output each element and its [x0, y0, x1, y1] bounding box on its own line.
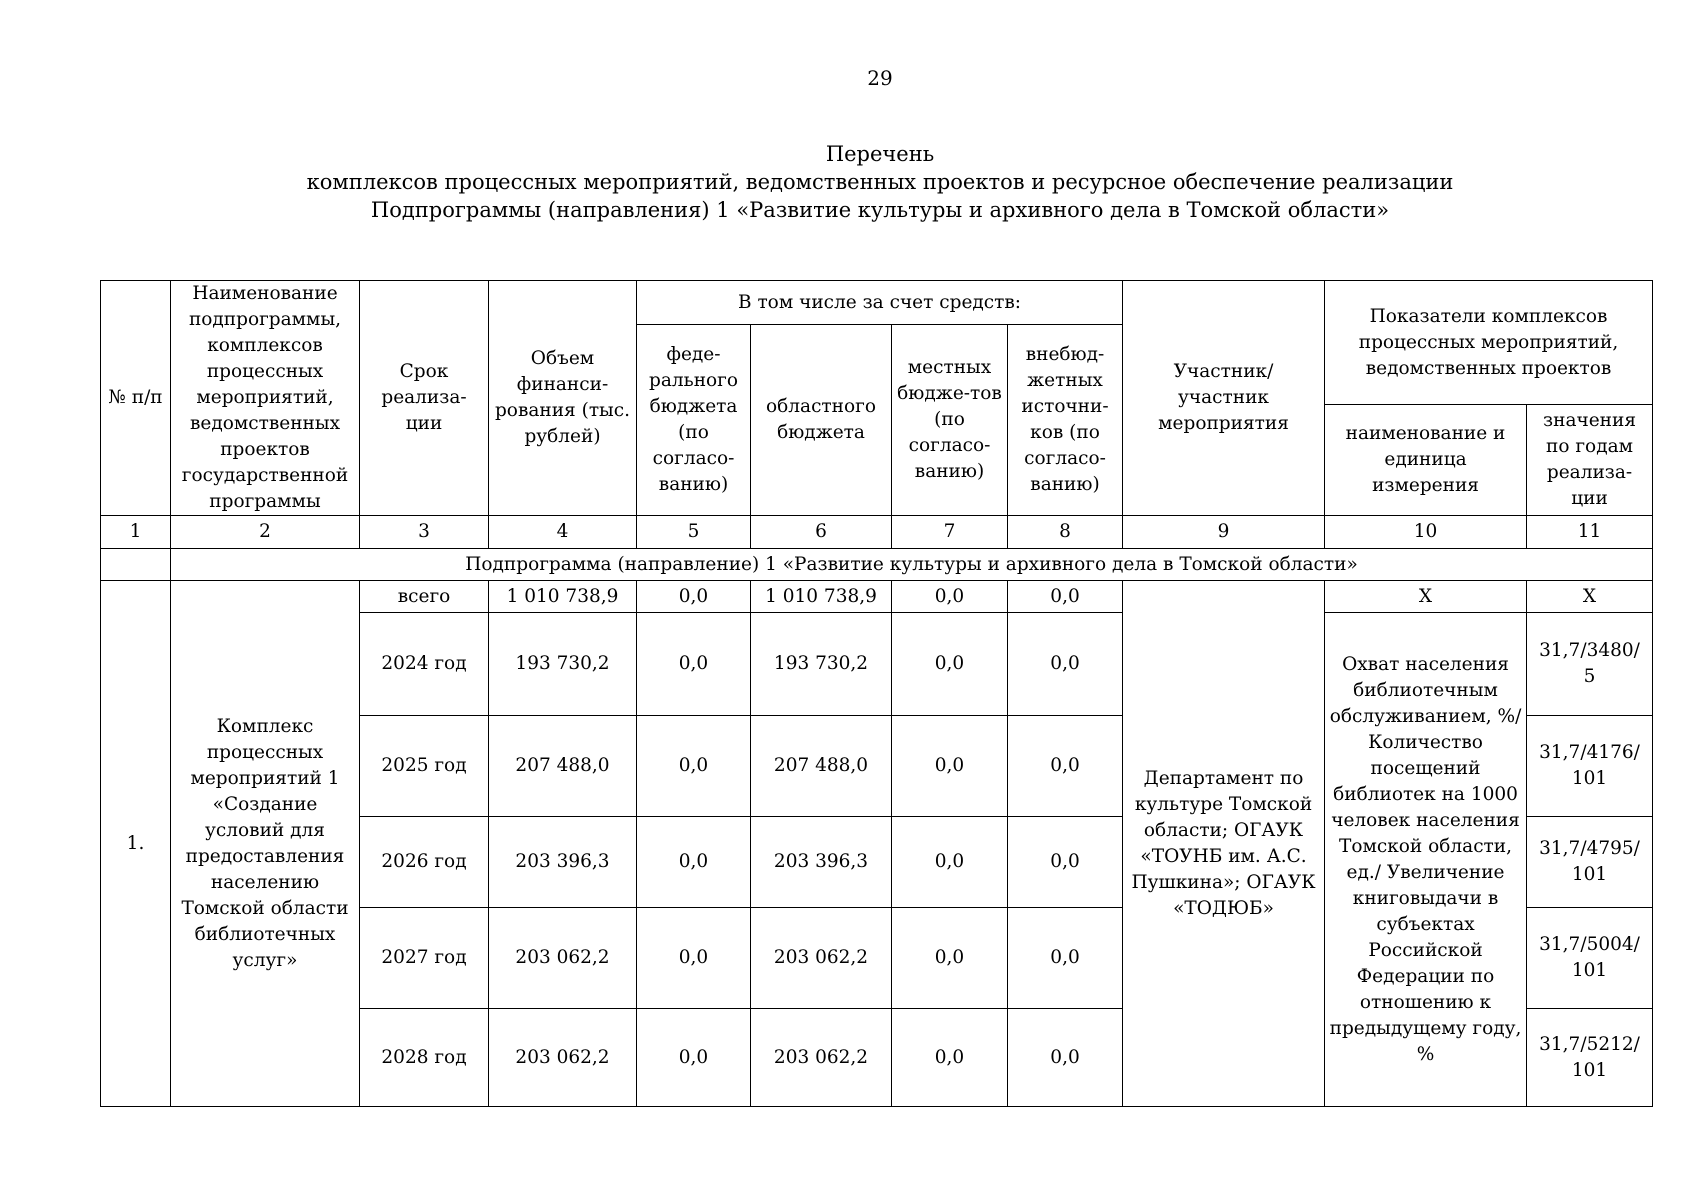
extrabudget-cell: 0,0	[1008, 908, 1123, 1009]
indicator-value-cell: 31,7/3480/ 5	[1527, 613, 1653, 716]
column-number: 2	[171, 516, 360, 549]
extrabudget-cell: 0,0	[1008, 716, 1123, 817]
header-ind-name: наименование и единица измерения	[1325, 405, 1527, 516]
header-name: Наименование подпрограммы, комплексов процессных мероприятий, ведомственных проектов государственной программы	[171, 281, 360, 516]
indicator-value-cell: 31,7/4795/ 101	[1527, 817, 1653, 908]
participant-cell: Департамент по культуре Томской области; ОГАУК «ТОУНБ им. А.С. Пушкина»; ОГАУК «ТОДЮБ»	[1123, 581, 1325, 1107]
column-number: 4	[489, 516, 637, 549]
column-number: 11	[1527, 516, 1653, 549]
volume-cell: 207 488,0	[489, 716, 637, 817]
header-local: местных бюдже-тов (по согласо-ванию)	[892, 325, 1008, 516]
federal-cell: 0,0	[637, 716, 751, 817]
indicator-value-cell: X	[1527, 581, 1653, 613]
local-cell: 0,0	[892, 1009, 1008, 1107]
subprogram-row	[101, 549, 1653, 581]
volume-cell: 1 010 738,9	[489, 581, 637, 613]
column-number: 1	[101, 516, 171, 549]
local-cell: 0,0	[892, 613, 1008, 716]
federal-cell: 0,0	[637, 581, 751, 613]
federal-cell: 0,0	[637, 908, 751, 1009]
regional-cell: 203 396,3	[751, 817, 892, 908]
term-cell: 2028 год	[360, 1009, 489, 1107]
header-ind-values: значения по годам реализа-ции	[1527, 405, 1653, 516]
extrabudget-cell: 0,0	[1008, 1009, 1123, 1107]
column-number: 6	[751, 516, 892, 549]
volume-cell: 203 062,2	[489, 908, 637, 1009]
indicator-name-cell: Охват населения библиотечным обслуживанием, %/ Количество посещений библиотек на 1000 человек населения Томской области, ед./ Увеличение книговыдачи в субъектах Российской Федерации по отношению к предыдущему году, %	[1325, 613, 1527, 1107]
regional-cell: 203 062,2	[751, 1009, 892, 1107]
federal-cell: 0,0	[637, 613, 751, 716]
column-number-row	[101, 516, 1653, 549]
column-number: 8	[1008, 516, 1123, 549]
title-line-2: комплексов процессных мероприятий, ведомственных проектов и ресурсное обеспечение реализации	[306, 170, 1454, 194]
header-indicators-group: Показатели комплексов процессных мероприятий, ведомственных проектов	[1325, 281, 1653, 405]
volume-cell: 193 730,2	[489, 613, 637, 716]
term-cell: 2024 год	[360, 613, 489, 716]
volume-cell: 203 062,2	[489, 1009, 637, 1107]
header-federal: феде-рального бюджета (по согласо-ванию)	[637, 325, 751, 516]
local-cell: 0,0	[892, 581, 1008, 613]
local-cell: 0,0	[892, 817, 1008, 908]
program-table	[100, 280, 1653, 1107]
regional-cell: 207 488,0	[751, 716, 892, 817]
extrabudget-cell: 0,0	[1008, 613, 1123, 716]
federal-cell: 0,0	[637, 817, 751, 908]
header-regional: областного бюджета	[751, 325, 892, 516]
term-cell: 2025 год	[360, 716, 489, 817]
header-volume: Объем финанси-рования (тыс. рублей)	[489, 281, 637, 516]
header-extrabudget: внебюд-жетных источни-ков (по согласо-ванию)	[1008, 325, 1123, 516]
header-no: № п/п	[101, 281, 171, 516]
local-cell: 0,0	[892, 908, 1008, 1009]
regional-cell: 193 730,2	[751, 613, 892, 716]
extrabudget-cell: 0,0	[1008, 581, 1123, 613]
regional-cell: 203 062,2	[751, 908, 892, 1009]
header-incl-group: В том числе за счет средств:	[637, 281, 1123, 325]
indicator-value-cell: 31,7/5212/ 101	[1527, 1009, 1653, 1107]
document-title	[0, 140, 1698, 224]
indicator-value-cell: 31,7/5004/ 101	[1527, 908, 1653, 1009]
item-name: Комплекс процессных мероприятий 1 «Создание условий для предоставления населению Томской области библиотечных услуг»	[171, 581, 360, 1107]
title-line-3: Подпрограммы (направления) 1 «Развитие культуры и архивного дела в Томской области»	[370, 198, 1390, 222]
column-number: 9	[1123, 516, 1325, 549]
table-row	[101, 581, 1653, 613]
term-cell: 2027 год	[360, 908, 489, 1009]
volume-cell: 203 396,3	[489, 817, 637, 908]
term-cell: 2026 год	[360, 817, 489, 908]
federal-cell: 0,0	[637, 1009, 751, 1107]
indicator-name-total: X	[1325, 581, 1527, 613]
column-number: 10	[1325, 516, 1527, 549]
page-number: 29	[867, 66, 893, 90]
indicator-value-cell: 31,7/4176/ 101	[1527, 716, 1653, 817]
extrabudget-cell: 0,0	[1008, 817, 1123, 908]
title-line-1: Перечень	[825, 142, 935, 166]
column-number: 3	[360, 516, 489, 549]
header-participant: Участник/ участник мероприятия	[1123, 281, 1325, 516]
term-cell: всего	[360, 581, 489, 613]
regional-cell: 1 010 738,9	[751, 581, 892, 613]
column-number: 5	[637, 516, 751, 549]
header-term: Срок реализа-ции	[360, 281, 489, 516]
item-number: 1.	[101, 581, 171, 1107]
subprogram-title: Подпрограмма (направление) 1 «Развитие культуры и архивного дела в Томской области»	[171, 549, 1653, 581]
local-cell: 0,0	[892, 716, 1008, 817]
column-number: 7	[892, 516, 1008, 549]
